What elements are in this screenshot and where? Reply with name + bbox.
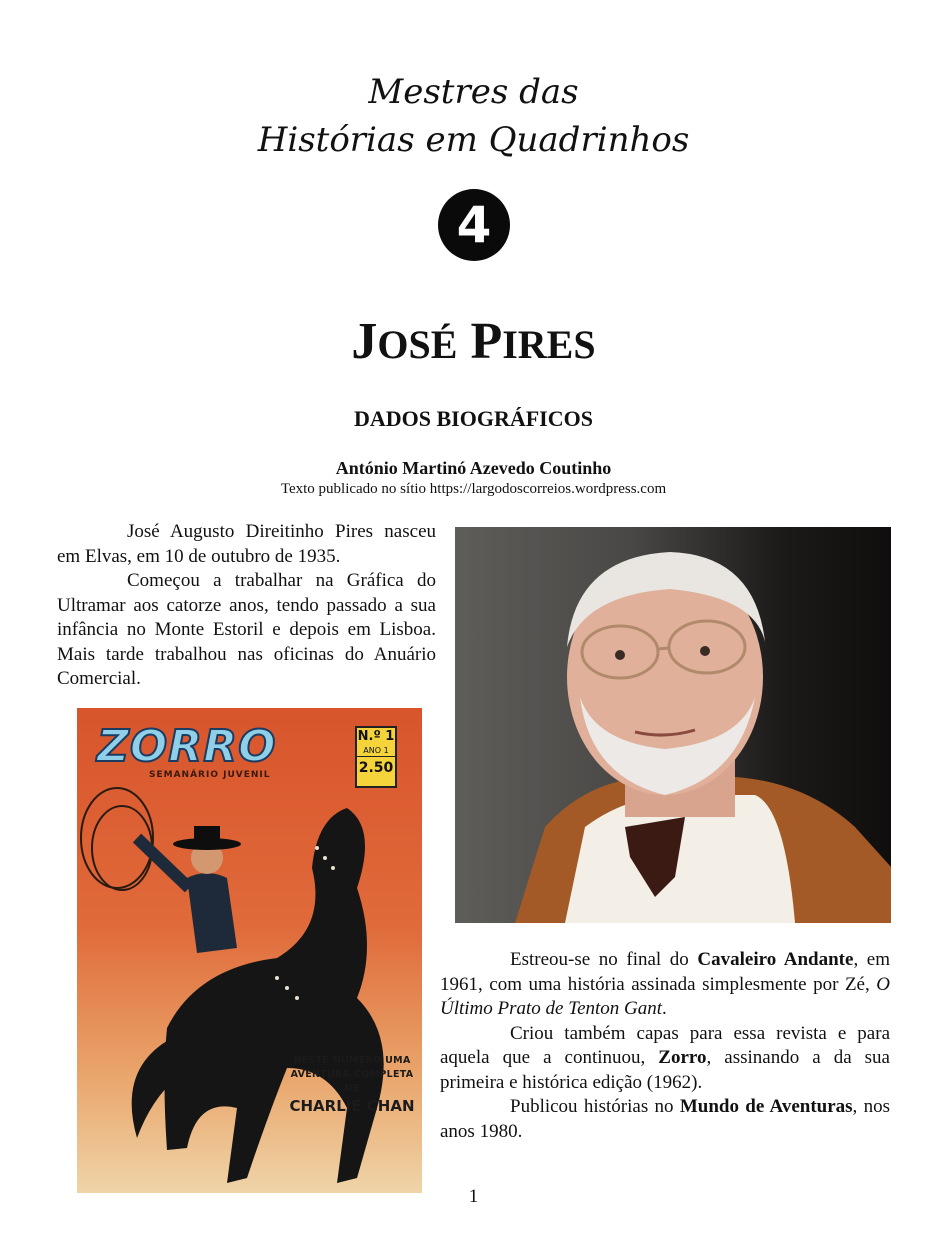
left-column-text [57, 520, 436, 692]
debut-magazine-name: Cavaleiro Andante [697, 949, 854, 970]
paragraph-birth: José Augusto Direitinho Pires nasceu em Elvas, em 10 de outubro de 1935. [57, 521, 436, 567]
cover-subtitle: SEMANÁRIO JUVENIL [149, 770, 271, 780]
author-name: António Martinó Azevedo Coutinho [335, 458, 612, 478]
later-text-c: , nos anos 1980. [440, 1096, 890, 1142]
cover-logo: ZORRO [97, 721, 277, 772]
section-heading: DADOS BIOGRÁFICOS [354, 406, 593, 431]
issue-number-badge: 4 [438, 189, 510, 261]
cover-blurb-line3: CHARLIE CHAN [289, 1097, 415, 1115]
horse-rider-illustration [77, 778, 422, 1193]
covers-text-a: Criou também capas para essa revista e para aquela que a continuou, [440, 1022, 890, 1068]
series-title-line2: Histórias em Quadrinhos [257, 120, 690, 160]
cover-year: ANO 1 [363, 746, 389, 755]
cover-issue-number: N.º 1 [357, 729, 395, 744]
title-first-initial: J [351, 313, 378, 370]
paragraph-early-work: Começou a trabalhar na Gráfica do Ultramar aos catorze anos, tendo passado a sua infância no Monte Estoril e depois em Lisboa. Mais tarde trabalhou nas oficinas do Anuário Comercial. [57, 570, 436, 689]
title-last-initial: P [470, 313, 503, 370]
covers-magazine-name: Zorro [658, 1047, 707, 1068]
cover-blurb-line1: NESTE NÚMERO UMA [293, 1055, 411, 1066]
page-title [0, 312, 947, 375]
cover-blurb-line2: AVENTURA COMPLETA DE [290, 1069, 414, 1094]
paragraph-debut [440, 948, 890, 1022]
portrait-photo [455, 527, 891, 923]
title-first-rest: OSÉ [377, 322, 458, 367]
page-number: 1 [468, 1186, 479, 1207]
covers-text-c: , assinando a da sua primeira e histórica edição (1962). [440, 1047, 890, 1093]
portrait-illustration [455, 527, 891, 923]
paragraph-later-work [440, 1095, 890, 1144]
later-magazine-name: Mundo de Aventuras [679, 1096, 853, 1117]
cover-price: 2.50 [357, 756, 395, 779]
title-last-rest: IRES [502, 322, 596, 367]
debut-text-a: Estreou-se no final do [510, 949, 698, 970]
debut-text-c: , em 1961, com uma história assinada simplesmente por Zé, [440, 949, 891, 995]
zorro-cover-image [77, 708, 422, 1193]
source-note: Texto publicado no sítio https://largodoscorreios.wordpress.com [280, 481, 667, 497]
debut-story-title: O Último Prato de Tenton Gant [440, 973, 890, 1019]
debut-text-e: . [662, 998, 667, 1019]
right-column-text [440, 948, 890, 1144]
later-text-a: Publicou histórias no [510, 1096, 680, 1117]
series-title-line1: Mestres das [368, 72, 579, 112]
cover-blurb [287, 1054, 417, 1116]
paragraph-covers [440, 1022, 890, 1096]
